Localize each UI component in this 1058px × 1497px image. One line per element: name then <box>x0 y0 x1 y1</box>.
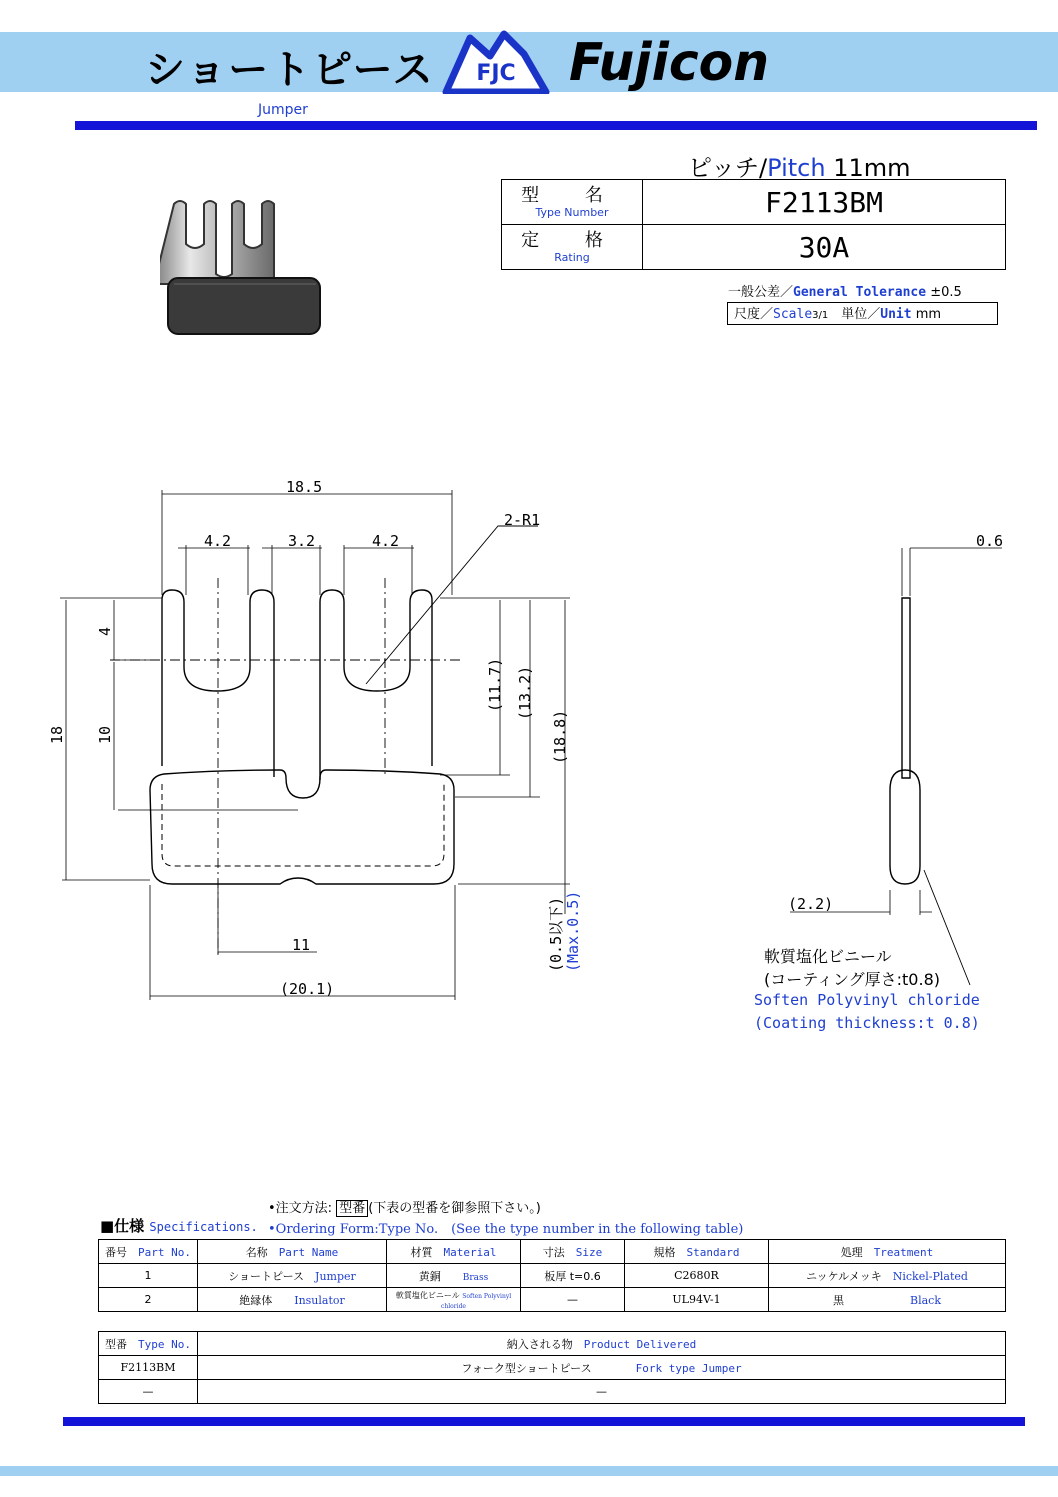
tolerance-value: ±0.5 <box>930 285 962 300</box>
table-row <box>99 1288 1006 1312</box>
coating-note-jp1: 軟質塩化ビニール <box>764 947 892 966</box>
pitch-label-jp: ピッチ/ <box>688 154 768 182</box>
dim-10: 10 <box>96 725 114 744</box>
scale-en: Scale <box>773 307 813 322</box>
table-row <box>99 1356 1006 1380</box>
part-name: 絶縁体 Insulator <box>198 1288 387 1312</box>
spec-th: 番号 Part No. <box>99 1240 198 1264</box>
dim-18-8: (18.8) <box>551 709 569 764</box>
delivery-header-row <box>99 1332 1006 1356</box>
rating-label-jp: 定 格 <box>521 229 623 251</box>
ordering-jp-prefix: •注文方法: <box>268 1201 337 1216</box>
dim-3-2: 3.2 <box>288 532 316 550</box>
spec-heading <box>100 1215 258 1236</box>
tolerance-en: General Tolerance <box>793 285 927 300</box>
part-no: 1 <box>99 1264 198 1288</box>
top-rule <box>75 121 1037 130</box>
delivery-th: 納入される物 Product Delivered <box>198 1332 1006 1356</box>
material: 軟質塩化ビニール Soften Polyvinyl chloride <box>387 1288 521 1312</box>
delivery-table <box>98 1331 1006 1404</box>
size: — <box>521 1288 625 1312</box>
dim-max-en: (Max.0.5) <box>564 890 582 972</box>
unit-jp: 単位／ <box>828 307 881 322</box>
ordering-type-box: 型番 <box>336 1200 368 1217</box>
type-label-cell <box>502 180 643 225</box>
ordering-jp-suffix: (下表の型番を御参照下さい。) <box>368 1201 541 1216</box>
table-row <box>99 1264 1006 1288</box>
fjc-logo <box>440 30 552 94</box>
pitch-value: 11mm <box>825 154 911 182</box>
dim-4: 4 <box>96 626 114 636</box>
dim-11-7: (11.7) <box>486 657 504 712</box>
fjc-logo-text: FJC <box>476 61 516 86</box>
spec-header-row <box>99 1240 1006 1264</box>
dim-0-6: 0.6 <box>976 532 1004 550</box>
scale-value: 3/1 <box>812 310 829 321</box>
product-photo <box>160 196 330 346</box>
standard: C2680R <box>625 1264 769 1288</box>
material: 黄銅 Brass <box>387 1264 521 1288</box>
spec-table <box>98 1239 1006 1312</box>
delivery-type: F2113BM <box>99 1356 198 1380</box>
dim-4-2-left: 4.2 <box>204 532 232 550</box>
pitch-label <box>688 148 911 183</box>
size: 板厚 t=0.6 <box>521 1264 625 1288</box>
ordering-jp <box>268 1197 743 1216</box>
insulator-outline <box>150 770 454 884</box>
coating-note-en2: (Coating thickness:t 0.8) <box>754 1014 980 1032</box>
dim-18: 18 <box>48 725 66 744</box>
dim-11: 11 <box>292 936 311 954</box>
rating-value: 30A <box>643 225 1006 270</box>
side-view-plate <box>902 598 910 778</box>
type-value: F2113BM <box>643 180 1006 225</box>
fujicon-logo <box>565 30 775 92</box>
dim-radius: 2-R1 <box>504 511 541 529</box>
ordering-info <box>268 1197 743 1237</box>
treatment: 黒 Black <box>769 1288 1006 1312</box>
treatment: ニッケルメッキ Nickel-Plated <box>769 1264 1006 1288</box>
dim-2-2: (2.2) <box>788 895 834 913</box>
rating-label-en: Rating <box>554 250 590 264</box>
unit-value: mm <box>915 307 942 322</box>
spec-heading-jp: ■仕様 <box>100 1217 150 1235</box>
type-label-en: Type Number <box>535 205 609 219</box>
general-tolerance <box>728 281 962 300</box>
jumper-outline <box>162 590 432 780</box>
bottom-rule <box>63 1417 1025 1426</box>
coating-note-en1: Soften Polyvinyl chloride <box>754 991 980 1009</box>
spec-th: 寸法 Size <box>521 1240 625 1264</box>
table-row <box>99 1380 1006 1404</box>
spec-th: 規格 Standard <box>625 1240 769 1264</box>
unit-en: Unit <box>880 307 912 322</box>
dim-max-jp: (0.5以下) <box>547 896 565 972</box>
part-name: ショートピース Jumper <box>198 1264 387 1288</box>
delivery-th: 型番 Type No. <box>99 1332 198 1356</box>
rating-label-cell <box>502 225 643 270</box>
type-table <box>501 179 1006 270</box>
delivery-item: フォーク型ショートピース Fork type Jumper <box>198 1356 1006 1380</box>
spec-heading-en: Specifications. <box>149 1220 258 1234</box>
standard: UL94V-1 <box>625 1288 769 1312</box>
product-title: ショートピース <box>145 47 435 93</box>
part-no: 2 <box>99 1288 198 1312</box>
side-view-coating <box>890 770 920 884</box>
ordering-en: •Ordering Form:Type No. (See the type number in the following table) <box>268 1222 744 1237</box>
footer-band <box>0 1466 1058 1476</box>
spec-th: 処理 Treatment <box>769 1240 1006 1264</box>
spec-th: 名称 Part Name <box>198 1240 387 1264</box>
subtitle: Jumper <box>258 102 308 118</box>
dim-20-1: (20.1) <box>280 980 335 998</box>
scale-unit-box <box>727 302 998 325</box>
dim-4-2-right: 4.2 <box>372 532 400 550</box>
delivery-type: — <box>99 1380 198 1404</box>
dim-13-2: (13.2) <box>516 665 534 720</box>
dim-18-5: 18.5 <box>286 478 323 496</box>
tolerance-jp: 一般公差／ <box>728 285 794 300</box>
spec-th: 材質 Material <box>387 1240 521 1264</box>
brand-logo-text: Fujicon <box>569 33 769 92</box>
delivery-item: — <box>198 1380 1006 1404</box>
scale-jp: 尺度／ <box>734 307 774 322</box>
type-label-jp: 型 名 <box>521 184 623 206</box>
coating-note-jp2: (コーティング厚さ:t0.8) <box>764 970 940 989</box>
pitch-label-en: Pitch <box>767 154 826 182</box>
